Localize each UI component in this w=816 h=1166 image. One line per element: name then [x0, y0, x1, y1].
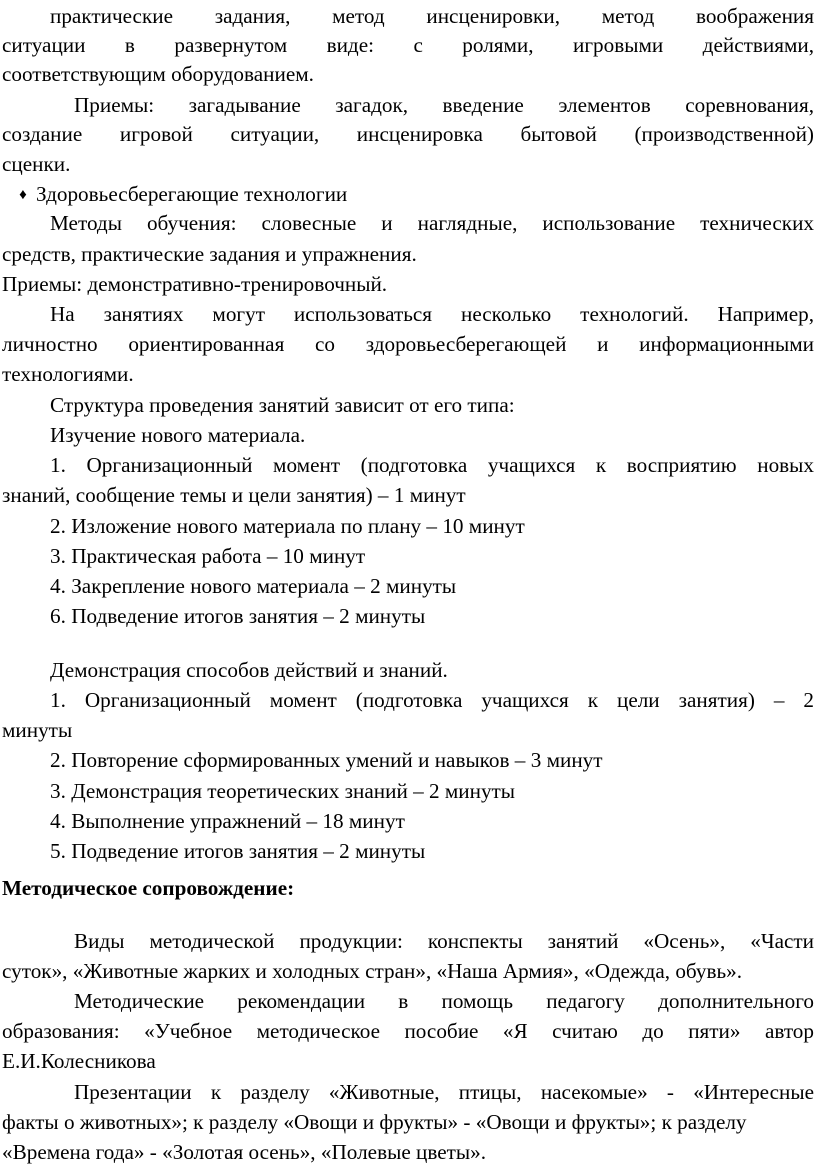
paragraph-line: Методические рекомендации в помощь педагогу дополнительного — [74, 988, 814, 1013]
list-item: 6. Подведение итогов занятия – 2 минуты — [50, 604, 426, 629]
paragraph-line: Виды методической продукции: конспекты занятий «Осень», «Части — [74, 928, 814, 953]
paragraph-line: личностно ориентированная со здоровьесберегающей и информационными — [2, 332, 814, 357]
paragraph-line: «Времена года» - «Золотая осень», «Полевые цветы». — [2, 1140, 487, 1164]
list-item: 4. Выполнение упражнений – 18 минут — [50, 808, 405, 833]
paragraph-line: Приемы: загадывание загадок, введение элементов соревнования, — [74, 92, 814, 117]
paragraph-line: создание игровой ситуации, инсценировка бытовой (производственной) — [2, 121, 814, 146]
list-item: 2. Изложение нового материала по плану – 10 минут — [50, 513, 525, 538]
list-item: минуты — [2, 718, 73, 743]
paragraph-line: соответствующим оборудованием. — [2, 62, 314, 87]
paragraph-line: ситуации в развернутом виде: с ролями, игровыми действиями, — [2, 33, 814, 58]
paragraph-line: Приемы: демонстративно-тренировочный. — [2, 271, 388, 296]
list-item: 1. Организационный момент (подготовка учащихся к восприятию новых — [50, 453, 814, 478]
bullet-item — [2, 180, 814, 209]
paragraph-line: технологиями. — [2, 362, 134, 387]
list-item: 3. Практическая работа – 10 минут — [50, 543, 366, 568]
paragraph-line: Презентации к разделу «Животные, птицы, насекомые» - «Интересные — [74, 1079, 814, 1104]
paragraph-line: суток», «Животные жарких и холодных стран», «Наша Армия», «Одежда, обувь». — [2, 958, 743, 983]
paragraph-line: факты о животных»; к разделу «Овощи и фрукты» - «Овощи и фрукты»; к разделу — [2, 1109, 747, 1134]
list-item: 1. Организационный момент (подготовка учащихся к цели занятия) – 2 — [50, 687, 814, 712]
paragraph-line: Е.И.Колесникова — [2, 1049, 156, 1074]
list-item: 2. Повторение сформированных умений и навыков – 3 минут — [50, 748, 603, 773]
list-item: 5. Подведение итогов занятия – 2 минуты — [50, 838, 426, 863]
list-item: 4. Закрепление нового материала – 2 минуты — [50, 573, 457, 598]
list-item: знаний, сообщение темы и цели занятия) – 1 минут — [2, 483, 466, 508]
list-item: 3. Демонстрация теоретических знаний – 2 минуты — [50, 778, 516, 803]
bullet-text: Здоровьесберегающие технологии — [36, 182, 348, 207]
diamond-bullet-icon: ♦ — [19, 187, 27, 204]
paragraph-line: образования: «Учебное методическое пособие «Я считаю до пяти» автор — [2, 1019, 814, 1044]
section-heading: Методическое сопровождение: — [2, 875, 295, 900]
paragraph-line: практические задания, метод инсценировки, метод воображения — [50, 3, 814, 28]
paragraph-line: На занятиях могут использоваться несколько технологий. Например, — [50, 302, 814, 327]
paragraph-line: Методы обучения: словесные и наглядные, использование технических — [50, 211, 814, 236]
paragraph-line: средств, практические задания и упражнения. — [2, 241, 417, 266]
section-subtitle: Изучение нового материала. — [50, 422, 306, 447]
paragraph-line: сценки. — [2, 152, 71, 177]
section-subtitle: Демонстрация способов действий и знаний. — [50, 657, 448, 682]
paragraph-line: Структура проведения занятий зависит от его типа: — [50, 392, 515, 417]
